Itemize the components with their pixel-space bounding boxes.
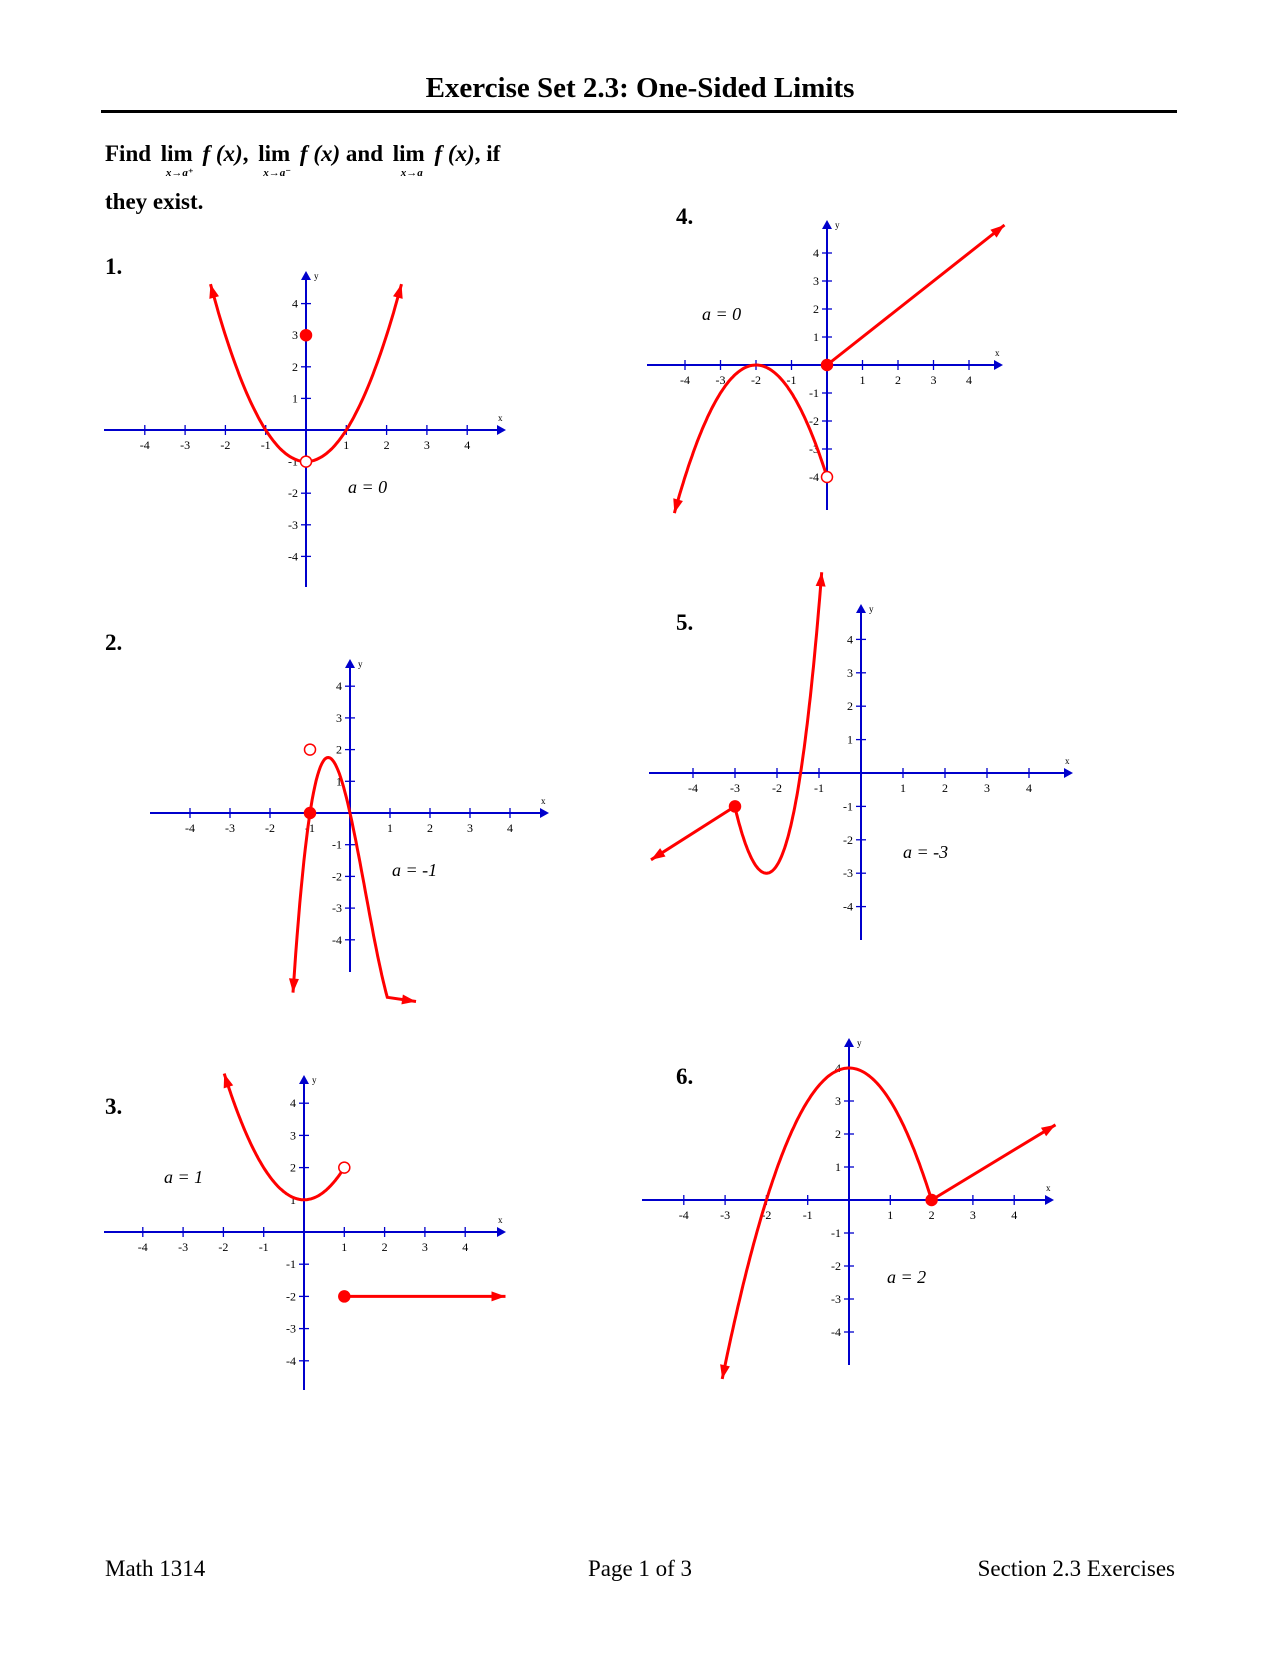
a-value-label: a = -1 (392, 860, 438, 880)
lim-right: lim x→a⁺ (160, 141, 194, 179)
x-tick-label: 4 (507, 821, 513, 835)
y-tick-label: 3 (847, 665, 853, 680)
y-axis-label: y (314, 271, 319, 281)
filled-point (301, 330, 312, 341)
footer-page: Page 1 of 3 (587, 1556, 693, 1581)
graph-3 (104, 1074, 506, 1390)
arrowhead (497, 425, 506, 435)
y-tick-label: 3 (813, 274, 819, 288)
y-tick-label: -3 (843, 866, 853, 881)
a-value-label: a = -3 (903, 842, 949, 862)
x-tick-label: -3 (178, 1240, 189, 1254)
filled-point (822, 360, 833, 371)
y-tick-label: -2 (288, 486, 298, 501)
y-tick-label: 2 (813, 302, 819, 316)
x-tick-label: 2 (381, 1240, 388, 1254)
x-tick-label: 2 (895, 373, 901, 387)
y-tick-label: 3 (292, 328, 298, 343)
x-axis-label: x (498, 1215, 503, 1225)
x-tick-label: 2 (928, 1208, 935, 1222)
x-tick-label: 2 (383, 438, 390, 452)
y-tick-label: 1 (336, 774, 342, 789)
x-tick-label: 1 (859, 373, 866, 387)
y-tick-label: -1 (288, 454, 298, 469)
y-tick-label: 2 (336, 742, 342, 757)
x-tick-label: 3 (423, 438, 430, 452)
a-value-label: a = 0 (702, 304, 742, 324)
x-tick-label: -1 (786, 373, 797, 387)
x-tick-label: 4 (464, 438, 471, 452)
fx-1: f (x) (202, 141, 243, 166)
x-tick-label: -3 (715, 373, 726, 387)
y-tick-label: -2 (332, 869, 342, 884)
x-axis-label: x (1065, 756, 1070, 766)
x-tick-label: 3 (969, 1208, 976, 1222)
open-point (305, 744, 316, 755)
y-tick-label: 2 (292, 359, 298, 374)
open-point (301, 456, 312, 467)
x-tick-label: 1 (341, 1240, 348, 1254)
x-tick-label: 4 (1011, 1208, 1018, 1222)
open-point (822, 472, 833, 483)
function-curve (224, 1074, 344, 1200)
y-tick-label: 2 (290, 1160, 296, 1175)
y-tick-label: -4 (843, 899, 853, 914)
graph-4 (647, 220, 1005, 513)
x-tick-label: 3 (467, 821, 473, 835)
x-tick-label: -1 (814, 781, 824, 795)
a-value-label: a = 2 (887, 1267, 927, 1287)
arrowhead (209, 284, 219, 299)
y-tick-label: -2 (809, 414, 819, 428)
x-tick-label: -1 (802, 1208, 813, 1222)
y-tick-label: -1 (843, 799, 853, 814)
graph-6 (642, 1038, 1056, 1379)
x-tick-label: -2 (772, 781, 782, 795)
x-tick-label: 4 (462, 1240, 469, 1254)
x-tick-label: 4 (966, 373, 972, 387)
x-tick-label: -1 (305, 821, 315, 835)
arrowhead (224, 1074, 234, 1089)
y-tick-label: -4 (831, 1325, 841, 1339)
filled-point (730, 801, 741, 812)
y-tick-label: -3 (286, 1321, 296, 1336)
arrowhead (994, 360, 1003, 370)
y-tick-label: 3 (336, 710, 342, 725)
x-tick-label: -3 (720, 1208, 731, 1222)
x-tick-label: -4 (678, 1208, 689, 1222)
y-tick-label: -3 (809, 442, 819, 456)
x-tick-label: 1 (900, 781, 906, 795)
x-tick-label: -4 (137, 1240, 148, 1254)
y-tick-label: 2 (847, 699, 853, 714)
arrowhead (497, 1227, 506, 1237)
x-tick-label: 1 (387, 821, 393, 835)
footer-section: Section 2.3 Exercises (977, 1556, 1175, 1581)
arrowhead (1041, 1125, 1056, 1137)
x-tick-label: 3 (421, 1240, 428, 1254)
instr-line2: they exist. (105, 189, 204, 214)
x-tick-label: -1 (258, 1240, 269, 1254)
problem-number-4: 4. (676, 204, 694, 229)
x-tick-label: -3 (730, 781, 740, 795)
x-tick-label: -4 (139, 438, 150, 452)
problem-number-5: 5. (676, 610, 694, 635)
arrowhead (401, 995, 416, 1005)
y-tick-label: -3 (288, 517, 298, 532)
x-tick-label: -2 (265, 821, 275, 835)
arrowhead (1064, 768, 1073, 778)
arrowhead (345, 659, 355, 668)
y-tick-label: -2 (831, 1259, 841, 1273)
y-tick-label: -2 (843, 832, 853, 847)
y-tick-label: -4 (286, 1353, 296, 1368)
graph-5 (649, 572, 1073, 940)
y-tick-label: 1 (813, 330, 819, 344)
problem-number-2: 2. (105, 630, 123, 655)
function-curve (674, 365, 827, 513)
fx-3: f (x) (434, 141, 475, 166)
x-tick-label: 1 (343, 438, 350, 452)
x-tick-label: 2 (427, 821, 433, 835)
problem-number-3: 3. (105, 1094, 123, 1119)
x-tick-label: 3 (984, 781, 990, 795)
instructions: Find lim x→a⁺ f (x), lim x→a⁻ f (x) and lim x→a f (x), if they exist. (105, 141, 501, 214)
y-tick-label: 4 (336, 679, 342, 694)
arrowhead (856, 604, 866, 613)
x-tick-label: -2 (220, 438, 231, 452)
footer-course: Math 1314 (105, 1556, 206, 1581)
y-tick-label: -2 (286, 1289, 296, 1304)
problem-number-6: 6. (676, 1064, 694, 1089)
arrowhead (844, 1038, 854, 1047)
x-tick-label: -1 (260, 438, 271, 452)
y-tick-label: -4 (332, 932, 342, 947)
x-tick-label: -3 (180, 438, 191, 452)
arrowhead (673, 498, 683, 513)
y-tick-label: -1 (286, 1257, 296, 1272)
y-tick-label: -1 (831, 1226, 841, 1240)
y-tick-label: 4 (835, 1061, 841, 1075)
x-tick-label: -4 (688, 781, 698, 795)
x-tick-label: -2 (751, 373, 761, 387)
function-curve (827, 225, 1005, 365)
arrowhead (301, 271, 311, 280)
page-title: Exercise Set 2.3: One-Sided Limits (425, 72, 855, 104)
a-value-label: a = 1 (164, 1167, 204, 1187)
arrowhead (822, 220, 832, 229)
x-tick-label: 4 (1026, 781, 1032, 795)
x-tick-label: 2 (942, 781, 948, 795)
arrowhead (299, 1075, 309, 1084)
arrowhead (393, 284, 403, 299)
y-tick-label: -4 (809, 470, 819, 484)
y-axis-label: y (835, 220, 840, 230)
lim-left: lim x→a⁻ (258, 141, 292, 179)
graph-1 (104, 271, 506, 587)
y-tick-label: 2 (835, 1127, 841, 1141)
open-point (339, 1162, 350, 1173)
x-axis-label: x (995, 348, 1000, 358)
y-axis-label: y (358, 659, 363, 669)
function-curve (651, 806, 735, 859)
y-tick-label: 4 (292, 296, 298, 311)
x-tick-label: -4 (680, 373, 690, 387)
fx-2: f (x) (299, 141, 341, 166)
y-tick-label: 3 (835, 1094, 841, 1108)
a-value-label: a = 0 (348, 477, 388, 497)
graph-2 (150, 659, 549, 1004)
y-tick-label: 1 (847, 732, 853, 747)
arrowhead (1045, 1195, 1054, 1205)
y-axis-label: y (312, 1075, 317, 1085)
function-curve (932, 1125, 1056, 1200)
x-tick-label: -2 (761, 1208, 772, 1222)
lim-both: lim x→a (392, 141, 425, 179)
function-curve (722, 1068, 931, 1379)
filled-point (339, 1291, 350, 1302)
x-tick-label: 1 (887, 1208, 894, 1222)
arrowhead (651, 848, 665, 860)
filled-point (305, 808, 316, 819)
x-axis-label: x (541, 796, 546, 806)
y-axis-label: y (869, 604, 874, 614)
y-tick-label: 1 (292, 391, 298, 406)
y-tick-label: -1 (332, 837, 342, 852)
problem-number-1: 1. (105, 254, 123, 279)
y-tick-label: -4 (288, 549, 298, 564)
y-tick-label: 1 (290, 1192, 296, 1207)
x-tick-label: -4 (185, 821, 195, 835)
y-axis-label: y (857, 1038, 862, 1048)
y-tick-label: 1 (835, 1160, 841, 1174)
filled-point (926, 1195, 937, 1206)
x-tick-label: -2 (218, 1240, 229, 1254)
instr-find: Find (105, 141, 152, 166)
y-tick-label: -3 (831, 1292, 841, 1306)
y-tick-label: -1 (809, 386, 819, 400)
y-tick-label: -3 (332, 901, 342, 916)
arrowhead (492, 1291, 506, 1301)
arrowhead (540, 808, 549, 818)
y-tick-label: 4 (290, 1096, 296, 1111)
y-tick-label: 4 (847, 632, 853, 647)
y-tick-label: 4 (813, 246, 819, 260)
x-axis-label: x (498, 413, 503, 423)
x-tick-label: 3 (930, 373, 937, 387)
instr-and: and (345, 141, 383, 166)
x-tick-label: -3 (225, 821, 235, 835)
x-axis-label: x (1046, 1183, 1051, 1193)
function-curve (735, 572, 822, 873)
y-tick-label: 3 (290, 1128, 296, 1143)
